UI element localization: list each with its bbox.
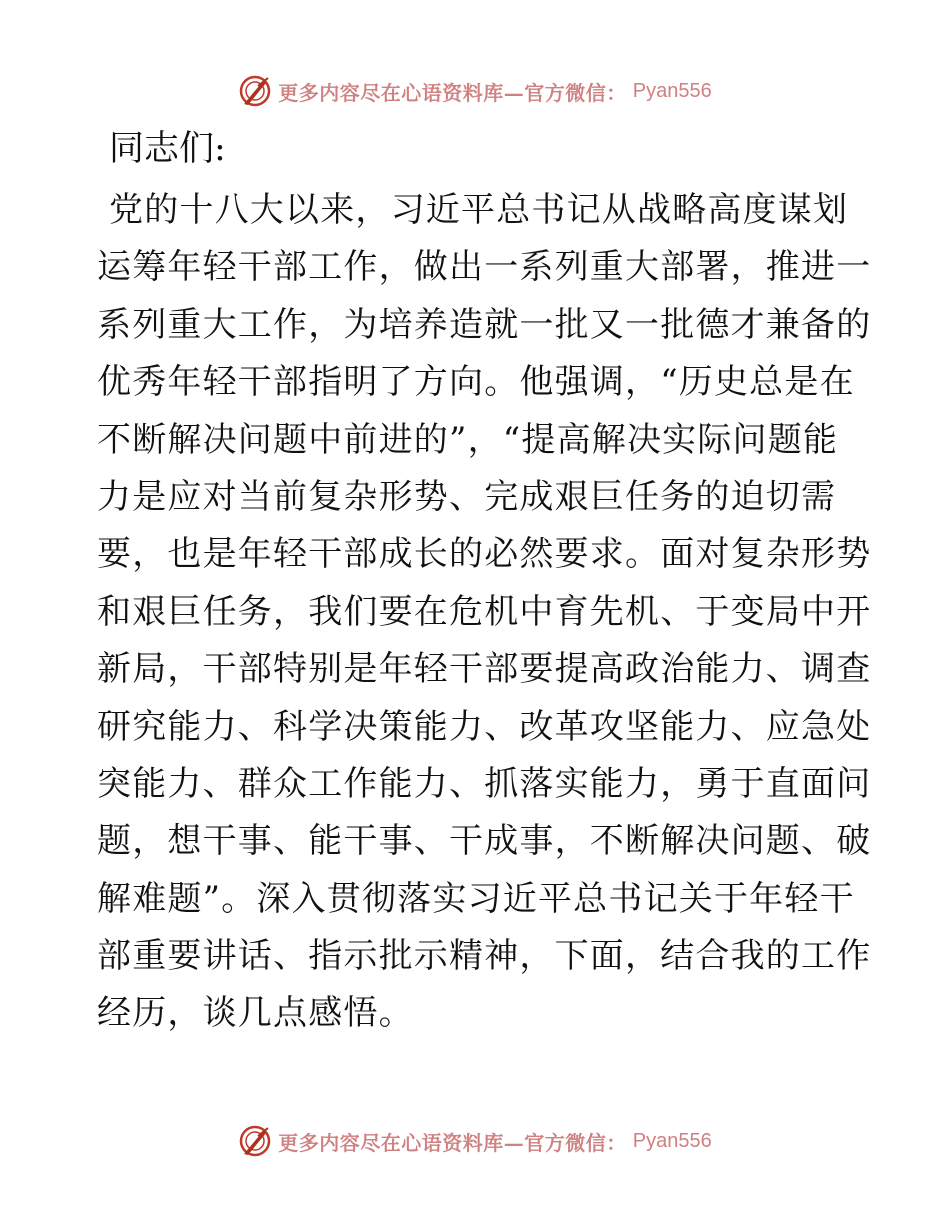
salutation: 同志们: [109,129,226,169]
paragraph-line: 突能力、群众工作能力、抓落实能力，勇于直面问 [97,763,872,804]
header-banner [0,71,950,111]
quill-logo-icon [238,1124,272,1158]
quill-logo-icon [238,74,272,108]
paragraph-line: 系列重大工作，为培养造就一批又一批德才兼备的 [97,304,872,345]
paragraph-line: 部重要讲话、指示批示精神，下面，结合我的工作 [97,936,872,977]
document-body [97,120,872,1043]
paragraph-line: 党的十八大以来，习近平总书记从战略高度谋划 [109,190,849,230]
paragraph-line: 运筹年轻干部工作，做出一系列重大部署，推进一 [97,247,872,288]
header-banner-text: 更多内容尽在心语资料库—官方微信： [278,80,627,105]
paragraph-line: 解难题”。深入贯彻落实习近平总书记关于年轻干 [97,878,855,919]
paragraph-line: 题，想干事、能干事、干成事，不断解决问题、破 [97,821,872,862]
paragraph-line: 新局，干部特别是年轻干部要提高政治能力、调查 [97,649,872,690]
paragraph-line: 优秀年轻干部指明了方向。他强调，“历史总是在 [97,362,855,403]
header-banner-id: Pyan556 [632,79,712,102]
paragraph-line: 力是应对当前复杂形势、完成艰巨任务的迫切需 [97,476,837,517]
paragraph-line: 要，也是年轻干部成长的必然要求。面对复杂形势 [97,534,872,575]
paragraph-line: 不断解决问题中前进的”，“提高解决实际问题能 [97,419,839,460]
paragraph-line: 经历，谈几点感悟。 [97,993,414,1034]
paragraph-line: 和艰巨任务，我们要在危机中育先机、于变局中开 [97,591,872,632]
paragraph-line: 研究能力、科学决策能力、改革攻坚能力、应急处 [97,706,872,747]
footer-banner-id: Pyan556 [632,1129,712,1152]
footer-banner [0,1121,950,1161]
footer-banner-text: 更多内容尽在心语资料库—官方微信： [278,1130,627,1155]
